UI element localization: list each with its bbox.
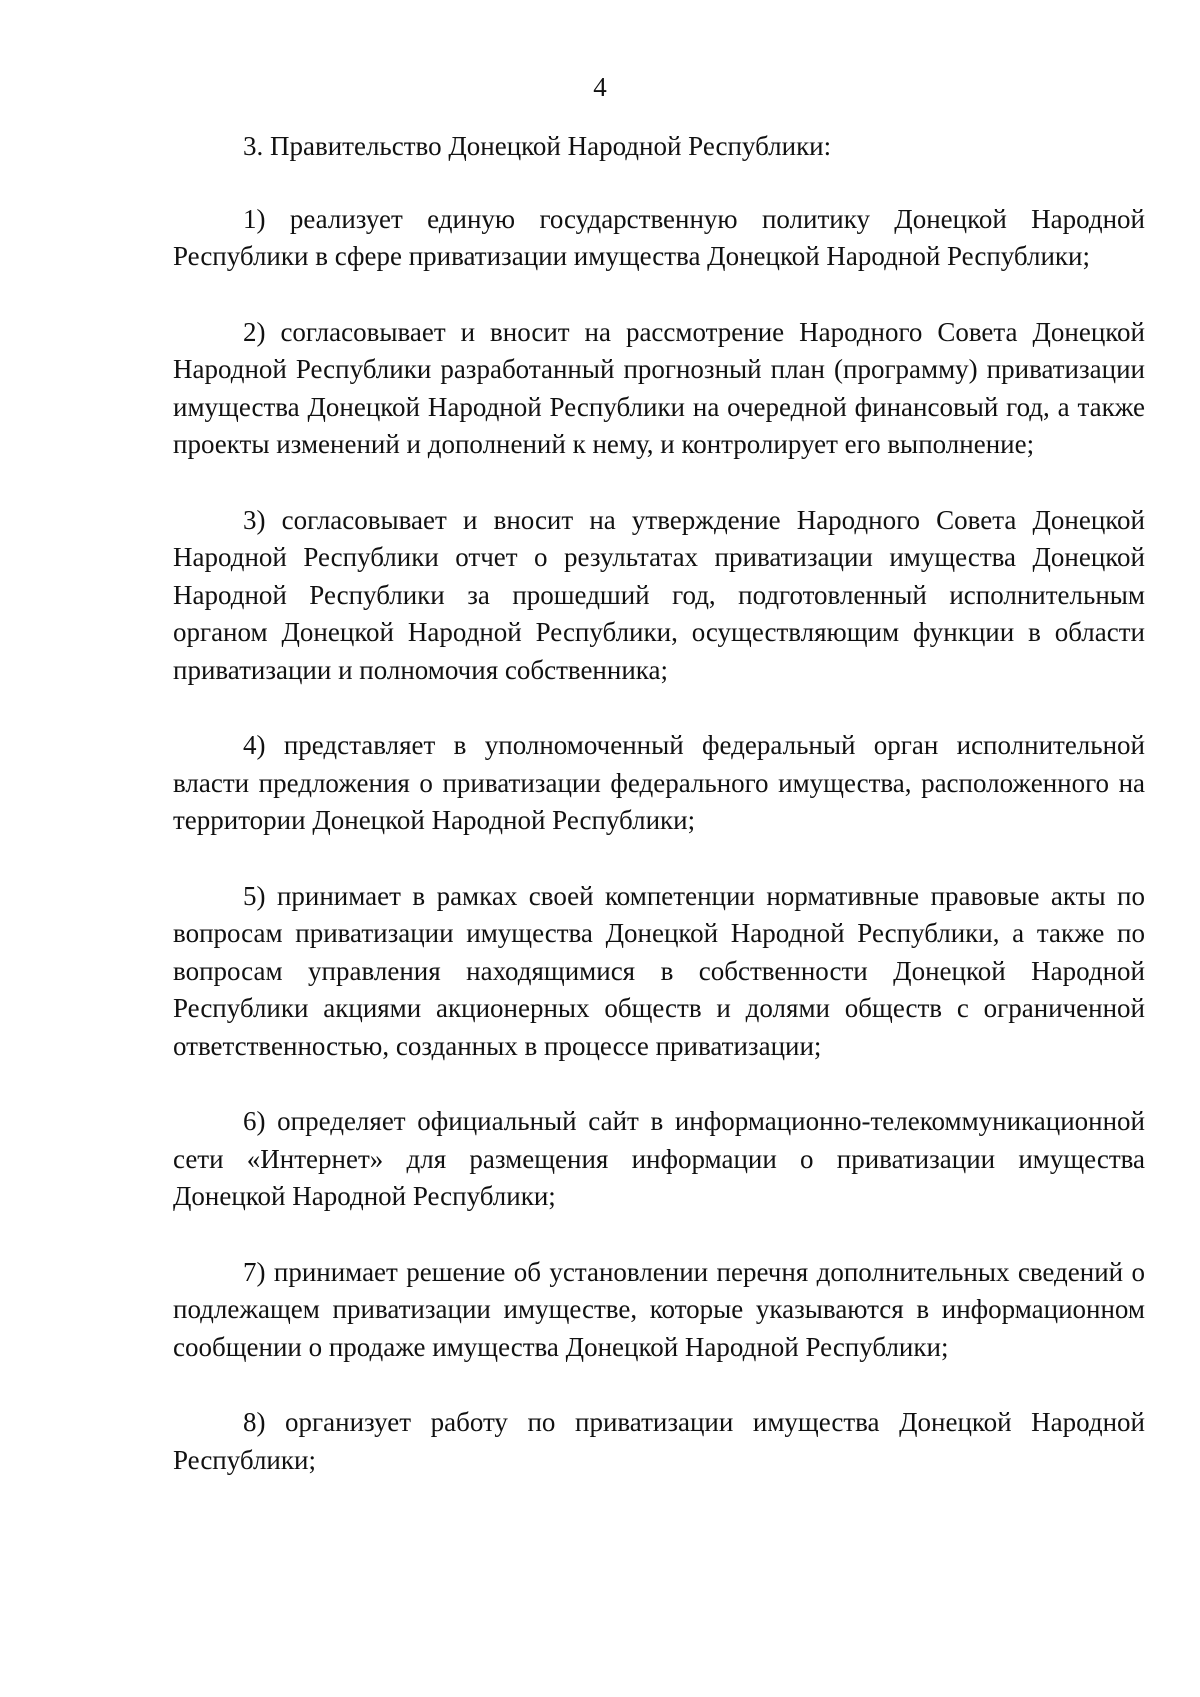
page-number: 4 [593,72,607,102]
list-item-6: 6) определяет официальный сайт в информационно-телекоммуникационной сети «Интернет» для размещения информации о приватизации имущества Донецкой Народной Республики; [173,1106,1145,1211]
list-item-3: 3) согласовывает и вносит на утверждение Народного Совета Донецкой Народной Республики отчет о результатах приватизации имущества Донецкой Народной Республики за прошедший год, подготовленный исполнительным органом Донецкой Народной Республики, осуществляющим функции в области приватизации и полномочия собственника; [173,504,1145,685]
list-item-5: 5) принимает в рамках своей компетенции нормативные правовые акты по вопросам приватизации имущества Донецкой Народной Республики, а также по вопросам управления находящимися в собственности Донецкой Народной Республики акциями акционерных обществ и долями обществ с ограниченной ответственностью, созданных в процессе приватизации; [173,880,1145,1061]
document-body [173,128,1145,1479]
list-item-1: 1) реализует единую государственную политику Донецкой Народной Республики в сфере приватизации имущества Донецкой Народной Республики; [173,203,1145,271]
section-heading: 3. Правительство Донецкой Народной Республики: [243,131,832,161]
list-item-8: 8) организует работу по приватизации имущества Донецкой Народной Республики; [173,1407,1145,1475]
list-item-4: 4) представляет в уполномоченный федеральный орган исполнительной власти предложения о приватизации федерального имущества, расположенного на территории Донецкой Народной Республики; [173,730,1145,835]
list-item-7: 7) принимает решение об установлении перечня дополнительных сведений о подлежащем приватизации имуществе, которые указываются в информационном сообщении о продаже имущества Донецкой Народной Республики; [173,1256,1145,1362]
list-item-2: 2) согласовывает и вносит на рассмотрение Народного Совета Донецкой Народной Республики разработанный прогнозный план (программу) приватизации имущества Донецкой Народной Республики на очередной финансовый год, а также проекты изменений и дополнений к нему, и контролирует его выполнение; [173,316,1145,459]
